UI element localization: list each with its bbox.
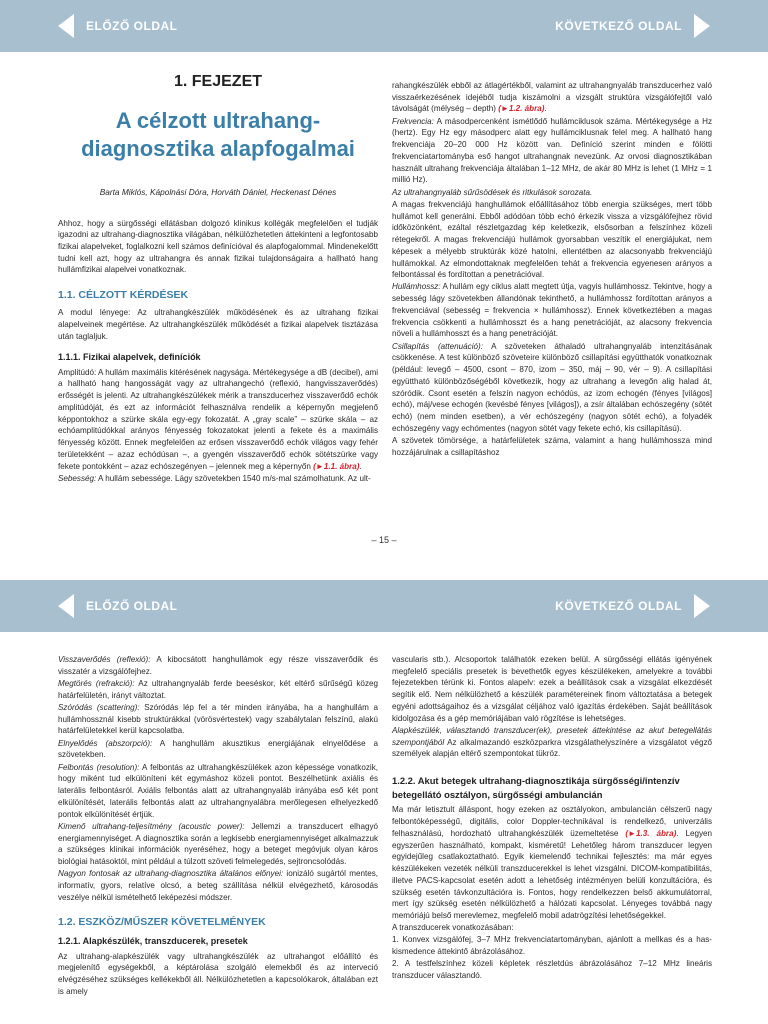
- definition-paragraph: Megtörés (refrakció): Az ultrahangnyaláb ferde beeséskor, két eltérő sűrűségű közeg határfelületén, irányt változtat.: [58, 678, 378, 700]
- prev-page-button-2[interactable]: [58, 580, 178, 632]
- frequency-italic-note: Az ultrahangnyaláb sűrűsödések és ritkulások sorozata.: [392, 187, 593, 197]
- chapter-number: 1. FEJEZET: [173, 73, 263, 90]
- figure-1-3-link[interactable]: (►1.3. ábra): [625, 828, 677, 838]
- page1-right-column: [392, 80, 712, 459]
- acute-paragraph: Ma már letisztult álláspont, hogy ezeken az osztályokon, ambulancián célszerű nagy felbontóképességű, digitális, color Doppler-technikával is rendelkező, univerzális felhasználású, hordozható ultrahangkészülék üzemeltetése (►1.3. ábra). Legyen egyszerűen használható, kompakt, kisméretű! Lehetőleg három transzducer legyen egyidejűleg csatlakoztatható. Egyik kiemelendő technikai fejlesztés: ma már egyes készülékeken vezeték nélküli transzducerekkel is lehet vizsgálni. DICOM-kompatibilitás, illetve PACS-kapcsolat esetén adott a lehetőség intézményen belüli konzultációra, és szükség esetén távkonzultációra is. Fontos, hogy rendelkezzen belső akkumulátorral, mert így szükség esetén nélkülözhető a hálózati kapcsolat. Lényeges továbbá nagy memóriájú belső merevlemez, megfelelő mobil adatrögzítési lehetőségekkel.: [392, 805, 713, 920]
- arrow-right-icon: [694, 14, 710, 38]
- page-separator: [0, 554, 768, 580]
- subsection-heading: 1.1.1. Fizikai alapelvek, definíciók: [58, 351, 201, 362]
- speed-paragraph: Sebesség: A hullám sebessége. Lágy szövetekben 1540 m/s-mal számolhatunk. Az ult-: [58, 473, 371, 483]
- chapter-title: A célzott ultrahang-diagnosztika alapfogalmai: [81, 108, 355, 162]
- attenuation-paragraph-2: A szövetek tömörsége, a határfelületek száma, valamint a hang hullámhossza mind hozzájárulnak a csillapításhoz: [392, 436, 712, 457]
- section-heading: 1.2. ESZKÖZ/MŰSZER KÖVETELMÉNYEK: [58, 916, 266, 929]
- page2-left-column: [58, 654, 378, 998]
- frequency-paragraph: Frekvencia: A másodpercenként ismétlődő hullámciklusok száma. Mértékegysége a Hz (hertz). Egy Hz egy másodperc alatt egy hullámciklusnak felel meg. A hallható hang frekvenciája 20–20 000 Hz között van. Definíció szerint minden e fölötti frekvenciatartományba eső hangot ultrahangnak nevezünk. Az orvosi diagnosztikában használt ultrahang frekvenciája általában 1–12 MHz, de akár 80 MHz is lehet (1 MHz = 1 millió Hz).: [392, 116, 712, 185]
- page1-left-column: [58, 70, 378, 485]
- transducer-intro: A transzducerek vonatkozásában:: [392, 923, 514, 933]
- page-number: – 15 –: [371, 535, 397, 545]
- definition-paragraph: Kimenő ultrahang-teljesítmény (acoustic power): Jellemzi a transzducert elhagyó energiamennyiséget. A diagnosztika során a legkisebb energiamennyiséget alkalmazzuk a szükséges klinikai információk nyeréséhez, hogy a beteget megóvjuk olyan káros biológiai hatásoktól, mint például a túlzott szöveti felmelegedés, sejtroncsolódás.: [58, 821, 378, 866]
- top-nav-bar: [0, 0, 768, 52]
- intro-paragraph: Ahhoz, hogy a sürgősségi ellátásban dolgozó klinikus kollégák megfelelően el tudják igazodni az ultrahang-diagnosztika világában, nélkülözhetetlen áttekinteni a legfontosabb fizikai alapelveket, foglalkozni kell számos definícióval és alapfogalommal. Mindenekelőtt tudni kell azt, hogy az ultrahangra és annak fizikai tulajdonságaira a hallható hang hullámfizikai alapelvei vonatkoznak.: [58, 218, 378, 275]
- presets-paragraph: vascularis stb.). Alcsoportok találhatók ezeken belül. A sürgősségi ellátás igényének megfelelő speciális presetek is bevethetők egyes készülékeken, amelyekre a további fejezetekben térünk ki. Fontos alapelv: ezek a beállítások csak a vizsgálat elkezdését segítik elő. Nem nélkülözhető a készülék paramétereinek finom változtatása a betegek egyéni adottságaihoz és a vizsgálat céljához való igazítás érdekében. Saját beállítások kidolgozása és a gép memóriájában való rögzítése is lehetséges.: [392, 655, 712, 723]
- attenuation-paragraph: Csillapítás (attenuáció): A szöveteken áthaladó ultrahangnyaláb intenzitásának csökkenése. A test különböző szöveteire különböző csillapítási együtthatók vonatkoznak (például: levegő – 4500, csont – 870, izom – 350, máj – 90, vér – 9). A csillapítási együttható különbözőségéből következik, hogy az ultrahang a levegőn alig halad át, szóródik. Csont esetén a felszín nagyon echódús, az izom echogén (fényes [világos] echó), máj/vese echogén (kevésbé fényes [világos]), a zsír általában echószegény (sötét echó) (nem minden esetben), a vér echószegény (nagyon sötét echó), a folyadék echószegény vagy echómentes (nagyon sötét vagy fekete echó, kis csillapítású).: [392, 341, 712, 433]
- section-paragraph: A modul lényege: Az ultrahangkészülék működésének és az ultrahang fizikai alapelveinek megértése. Az ultrahangkészülék működését a fizikai alapelvek tisztázása után taglaljuk.: [58, 308, 378, 341]
- next-page-button[interactable]: [555, 0, 710, 52]
- definition-paragraph: Elnyelődés (abszorpció): A hanghullám akusztikus energiájának elnyelődése a szövetekben.: [58, 738, 378, 760]
- definition-paragraph: Nagyon fontosak az ultrahang-diagnosztika általános előnyei: ionizáló sugártól mentes, informatív, gyors, relatíve olcsó, a beteg szállítása nélkül elvégezhető, károsodás veszélye nélkül ismételhető leképezési módszer.: [58, 869, 378, 902]
- prev-page-label: ELŐZŐ OLDAL: [86, 599, 178, 613]
- arrow-left-icon: [58, 14, 74, 38]
- presets-italic-paragraph: Alapkészülék, választandó transzducer(ek), presetek áttekintése az akut betegellátás szempontjából Az alkalmazandó eszközparkra vizsgálathelyszínére a vizsgálatot végző személyek alapján eltérő szempontokat tükröz.: [392, 725, 712, 759]
- prev-page-label: ELŐZŐ OLDAL: [86, 19, 178, 33]
- transducer-item-2: 2. A testfelszínhez közeli képletek részletdús ábrázolásához 7–12 MHz lineáris transzducer választandó.: [392, 959, 712, 981]
- next-page-label: KÖVETKEZŐ OLDAL: [555, 19, 682, 33]
- transducer-item-1: 1. Konvex vizsgálófej, 3–7 MHz frekvenciatartományban, ajánlott a mellkas és a has-kismedence áttekintő ábrázolásához.: [392, 935, 712, 957]
- prev-page-button[interactable]: [58, 0, 178, 52]
- definition-paragraph: Visszaverődés (reflexió): A kibocsátott hanghullámok egy része visszaverődik és visszatér a vizsgálófejhez.: [58, 655, 378, 676]
- section-heading: 1.1. CÉLZOTT KÉRDÉSEK: [58, 289, 189, 302]
- subsection-paragraph: Az ultrahang-alapkészülék vagy ultrahangkészülék az ultrahangot előállító és megjelenítő egységekből, a képtárolása szolgáló elemekből és az interveció elvégzéséhez szükséges kellékekből áll. Nélkülözhetetlen a kapcsolókarok, általában ezt is amely: [58, 951, 378, 996]
- amplitude-paragraph: Amplitúdó: A hullám maximális kitérésének nagysága. Mértékegysége a dB (decibel), ami a hallható hang hangosságát vagy az ultrahangechó (reflexió, hangvisszaverődés) erősségét is jelenti. Az ultrahangkészülékek mérik a transzducerhez visszaverődő echók amplitúdóját, és ezt az információt felhasználva rendelik a képernyőn megjelenő képpontokhoz a szürke skála egy-egy fokozatát. A „gray scale” – szürke skála – az echóamplitúdókkal arányos fényesség fokozatokat jelenti a fekete és a maximális fényesség között. Ennek megfelelően az erősen visszaverődő echók világos vagy fehér területekként – azaz echódúsan –, a gyengén visszaverődő echók sötétszürke vagy fekete pontokként – azaz echószegényen – jelennek meg a képernyőn (►1.1. ábra).: [58, 367, 378, 471]
- depth-paragraph: rahangkészülék ebből az átlagértékből, valamint az ultrahangnyaláb transzducerhez való visszaérkezésének idejéből tudja kiszámolni a vizsgált struktúra vizsgálófejtől való távolságát (mélység – depth) (►1.2. ábra).: [392, 81, 712, 114]
- page2-right-column: [392, 654, 712, 982]
- figure-1-1-link[interactable]: (►1.1. ábra): [313, 461, 360, 471]
- subsection-heading: 1.2.1. Alapkészülék, transzducerek, presetek: [58, 935, 248, 946]
- wavelength-paragraph: Hullámhossz: A hullám egy ciklus alatt megtett útja, vagyis hullámhossz. Tekintve, hogy a sebesség lágy szövetekben állandónak tekinthető, a hullámhossz fordítottan arányos a frekvenciával (sebesség = frekvencia × hullámhossz). Ennek következtében a magas frekvencia csökkenti a hullámhosszt és a hang penetrációját, az alacsony frekvencia növeli a hullámhosszt és a hang penetrációját.: [392, 282, 712, 339]
- page-15: [0, 52, 768, 554]
- definition-paragraph: Felbontás (resolution): A felbontás az ultrahangkészülékek azon képessége vonatkozik, hogy miként tud elkülöníteni két egymáshoz közeli pontot. Beszélhetünk axiális és laterális felbontásról. Axiális felbontás alatt az ultrahangnyaláb irányába eső két pont elkülönítését, laterális felbontás alatt az ultrahangnyalábra merőlegesen elhelyezkedő pontok elkülönítését értjük.: [58, 762, 378, 819]
- arrow-right-icon: [694, 594, 710, 618]
- figure-1-2-link[interactable]: (►1.2. ábra): [498, 104, 545, 114]
- next-page-button-2[interactable]: [555, 580, 710, 632]
- frequency-paragraph-2: A magas frekvenciájú hanghullámok előállításához több energia szükséges, mert több hullámot kell generálni. Ebből adódóan több echó érkezik vissza a vizsgálófejhez rövid időközönként, ezáltal részletgazdag kép keletkezik, elsősorban a felszínhez közeli rétegekről. A magas frekvenciájú hullámok gyorsabban veszítik el energiájukat, nem képesek a mélyebb struktúrák közé hatolni, ellentétben az alacsonyabb frekvenciájú hullámokkal. Az elmondottaknak megfelelően tehát a frekvencia egyenesen arányos a felbontással és fordítottan a penetrációval.: [392, 199, 712, 280]
- second-nav-bar: [0, 580, 768, 632]
- page-16: [0, 632, 768, 1024]
- subsection-heading-2: 1.2.2. Akut betegek ultrahang-diagnosztikája sürgősségi/intenzív betegellátó osztályon, sürgősségi ambulancián: [392, 775, 680, 800]
- arrow-left-icon: [58, 594, 74, 618]
- chapter-authors: Barta Miklós, Kápolnási Dóra, Horváth Dániel, Heckenast Dénes: [99, 186, 337, 197]
- next-page-label: KÖVETKEZŐ OLDAL: [555, 599, 682, 613]
- definition-paragraph: Szóródás (scattering): Szóródás lép fel a tér minden irányába, ha a hanghullám a hullámhossznál kisebb struktúrákkal (vörösvértestek) vagy szabálytalan felszínű, alakú határfelületekkel kerül kapcsolatba.: [58, 702, 379, 736]
